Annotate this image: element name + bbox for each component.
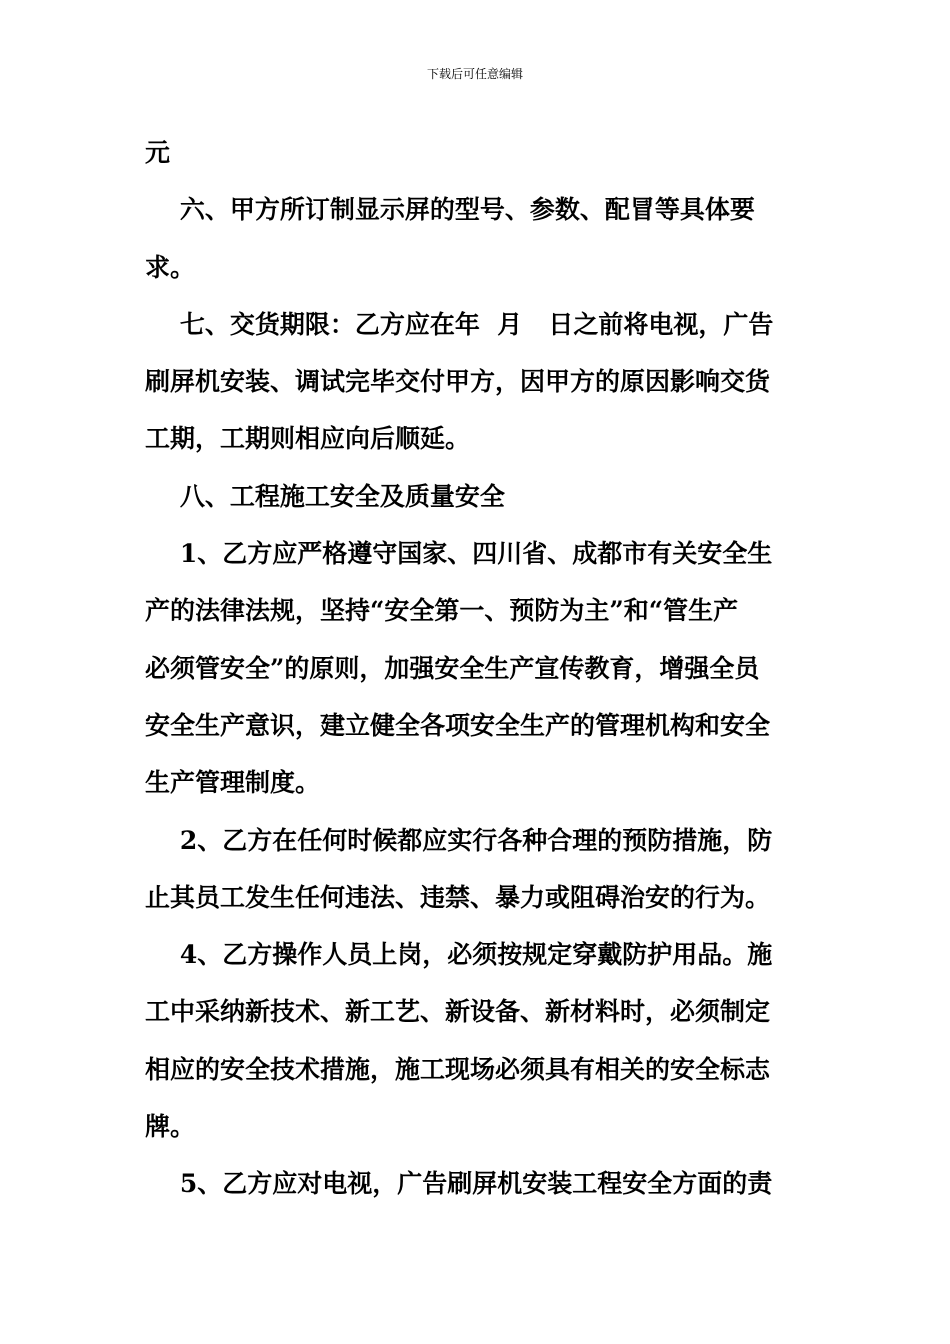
text-line: 工期，工期则相应向后顺延。 — [145, 424, 471, 454]
text-line: 5、乙方应对电视，广告刷屏机安装工程安全方面的责 — [145, 1169, 773, 1199]
text-line: 止其员工发生任何违法、违禁、暴力或阻碍治安的行为。 — [145, 882, 771, 912]
text-line: 1、乙方应严格遵守国家、四川省、成都市有关安全生 — [145, 539, 773, 569]
document-body — [145, 124, 807, 1213]
text-line: 生产管理制度。 — [145, 768, 321, 798]
text-line: 牌。 — [145, 1112, 196, 1142]
text-line: 刷屏机安装、调试完毕交付甲方，因甲方的原因影响交货 — [145, 367, 771, 397]
text-line: 六、甲方所订制显示屏的型号、参数、配冒等具体要 — [145, 195, 755, 225]
text-line: 工中采纳新技术、新工艺、新设备、新材料时，必须制定 — [145, 997, 771, 1027]
text-line: 4、乙方操作人员上岗，必须按规定穿戴防护用品。施 — [145, 940, 773, 970]
text-line: 七、交货期限：乙方应在年 月 日之前将电视，广告 — [145, 309, 774, 339]
text-line: 求。 — [145, 252, 196, 282]
text-line: 元 — [145, 138, 171, 167]
text-line: 八、工程施工安全及质量安全 — [145, 481, 505, 511]
text-line: 产的法律法规，坚持“安全第一、预防为主”和“管生产 — [145, 596, 739, 626]
text-line: 2、乙方在任何时候都应实行各种合理的预防措施，防 — [145, 825, 773, 855]
text-line: 安全生产意识，建立健全各项安全生产的管理机构和安全 — [145, 710, 771, 740]
text-line: 必须管安全”的原则，加强安全生产宣传教育，增强全员 — [145, 653, 760, 683]
text-line: 相应的安全技术措施，施工现场必须具有相关的安全标志 — [145, 1054, 771, 1084]
page-header: 下载后可任意编辑 — [426, 67, 523, 81]
